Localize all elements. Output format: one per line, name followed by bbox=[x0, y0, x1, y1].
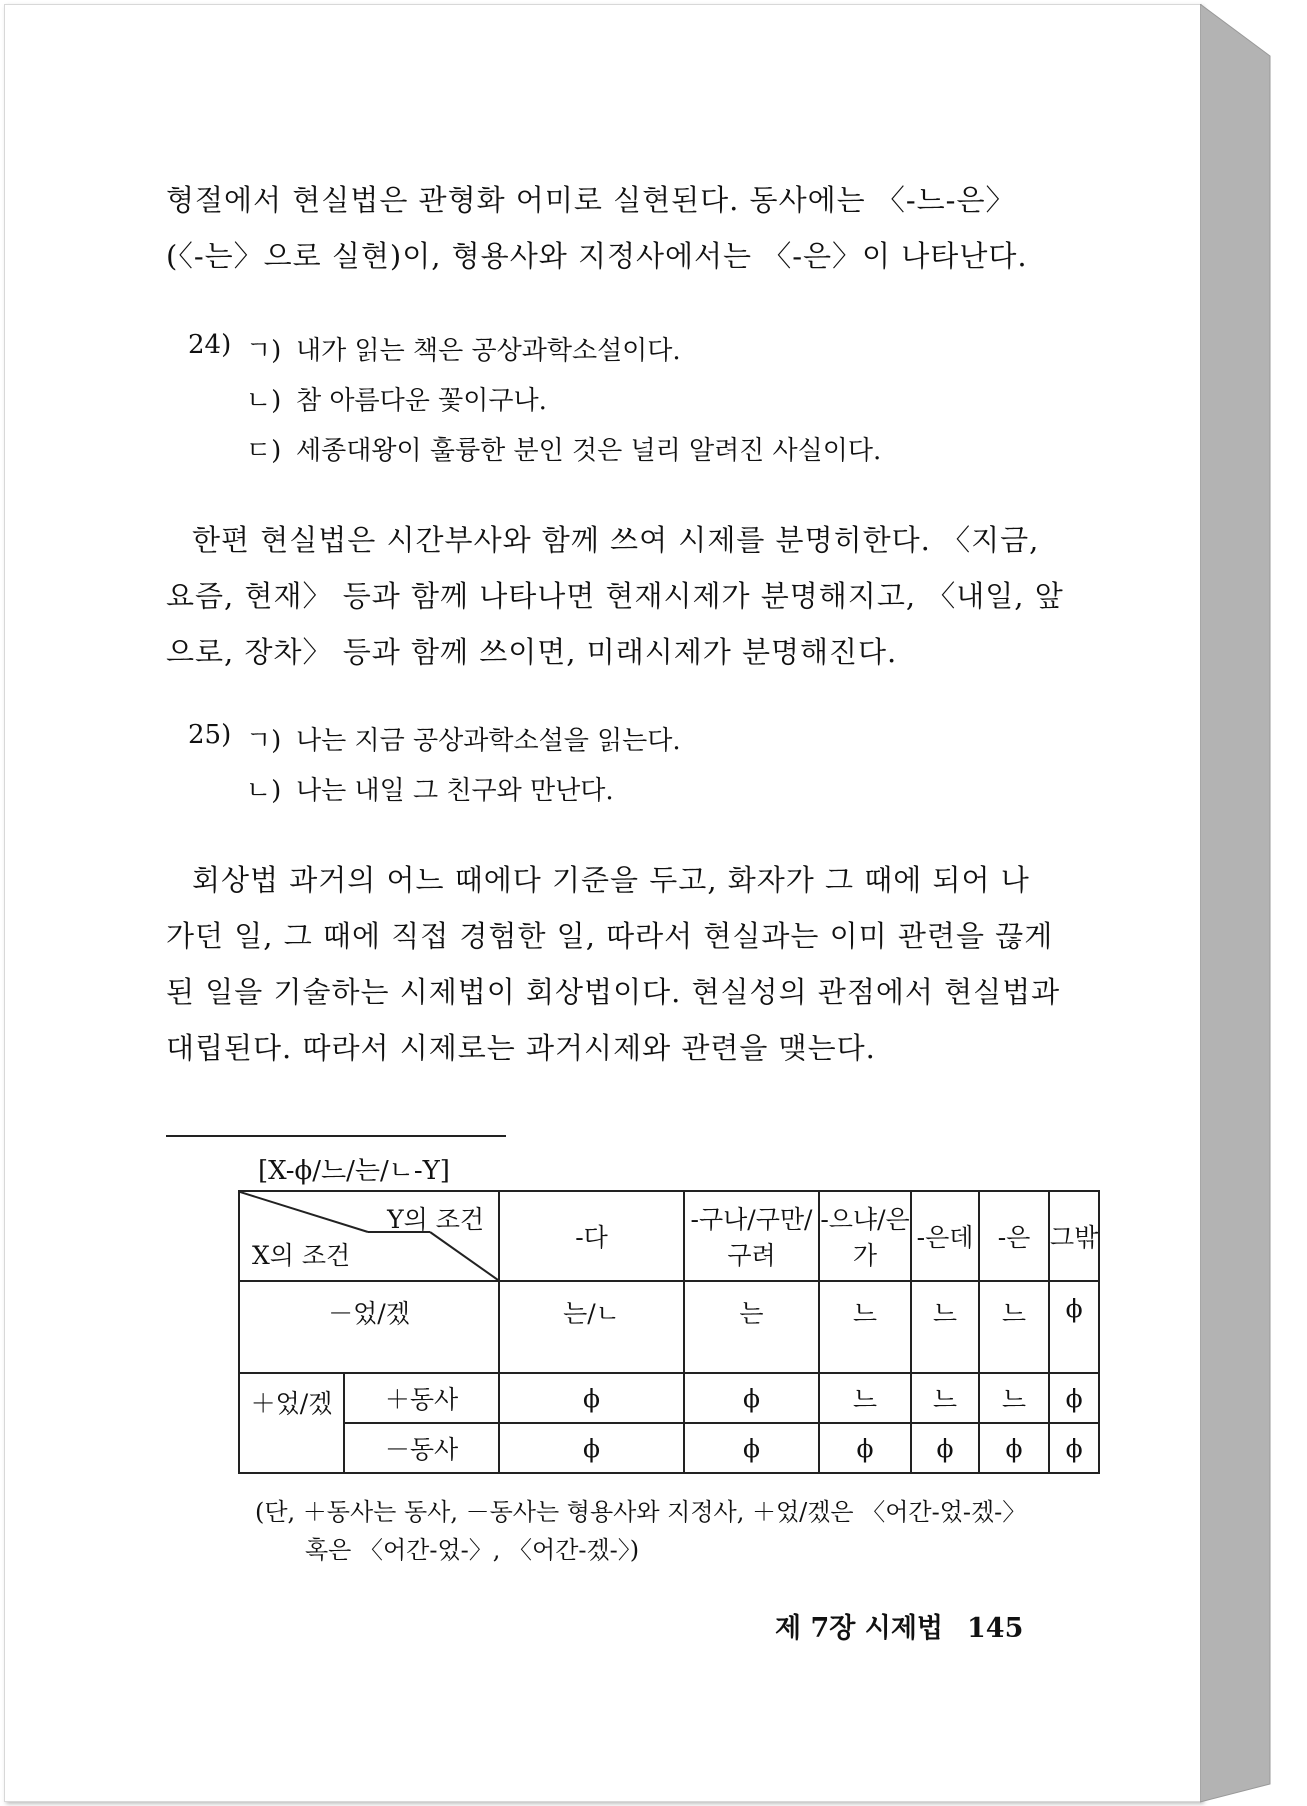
table-cell: ϕ bbox=[1049, 1281, 1099, 1373]
paragraph-1 bbox=[166, 172, 1056, 284]
table-cell: 는 bbox=[684, 1281, 819, 1373]
table-cell: 는/ㄴ bbox=[499, 1281, 684, 1373]
example-25-number: 25) bbox=[188, 720, 232, 750]
table-note-line-2: 혹은 〈어간-었-〉, 〈어간-겠-〉) bbox=[305, 1536, 640, 1564]
table-cell: 느 bbox=[819, 1373, 911, 1423]
table-cell: 느 bbox=[819, 1281, 911, 1373]
example-24b-marker: ㄴ) bbox=[246, 386, 282, 416]
example-25a-text: 나는 지금 공상과학소설을 읽는다. bbox=[296, 726, 681, 756]
column-header: 그밖 bbox=[1049, 1191, 1099, 1281]
column-header: -으냐/은가 bbox=[819, 1191, 911, 1281]
example-24a-marker: ㄱ) bbox=[246, 336, 282, 366]
condition-table bbox=[238, 1190, 1100, 1474]
table-cell: ϕ bbox=[819, 1423, 911, 1473]
text-line: 형절에서 현실법은 관형화 어미로 실현된다. 동사에는 〈-느-은〉 bbox=[166, 183, 1016, 217]
row-label-plus-verb: ＋동사 bbox=[344, 1373, 499, 1423]
text-line: 된 일을 기술하는 시제법이 회상법이다. 현실성의 관점에서 현실법과 bbox=[166, 975, 1061, 1009]
text-line: 대립된다. 따라서 시제로는 과거시제와 관련을 맺는다. bbox=[166, 1031, 876, 1065]
table-cell: ϕ bbox=[911, 1423, 979, 1473]
header-y-condition: Y의 조건 bbox=[387, 1205, 484, 1234]
row-label-plus: ＋었/겠 bbox=[239, 1373, 344, 1473]
column-header: -은데 bbox=[911, 1191, 979, 1281]
example-24c-text: 세종대왕이 훌륭한 분인 것은 널리 알려진 사실이다. bbox=[296, 436, 882, 466]
row-label-minus: －었/겠 bbox=[239, 1281, 499, 1373]
text-line: (〈-는〉으로 실현)이, 형용사와 지정사에서는 〈-은〉이 나타난다. bbox=[166, 239, 1028, 273]
example-25b-text: 나는 내일 그 친구와 만난다. bbox=[296, 776, 614, 806]
paragraph-3 bbox=[166, 852, 1061, 1076]
table-cell: 느 bbox=[979, 1373, 1049, 1423]
text-line: 으로, 장차〉 등과 함께 쓰이면, 미래시제가 분명해진다. bbox=[166, 635, 898, 669]
page-footer bbox=[775, 1606, 1023, 1645]
table-cell: ϕ bbox=[1049, 1423, 1099, 1473]
column-header: -다 bbox=[499, 1191, 684, 1281]
footnote-title: [X-ϕ/느/는/ㄴ-Y] bbox=[258, 1156, 450, 1186]
text-line: 회상법 과거의 어느 때에다 기준을 두고, 화자가 그 때에 되어 나 bbox=[192, 863, 1030, 897]
paragraph-2 bbox=[166, 512, 1064, 680]
header-x-condition: X의 조건 bbox=[252, 1241, 351, 1270]
text-line: 요즘, 현재〉 등과 함께 나타나면 현재시제가 분명해지고, 〈내일, 앞 bbox=[166, 579, 1064, 613]
column-header: -구나/구만/구려 bbox=[684, 1191, 819, 1281]
diagonal-header-cell bbox=[239, 1191, 499, 1281]
table-cell: ϕ bbox=[684, 1373, 819, 1423]
table-cell: ϕ bbox=[1049, 1373, 1099, 1423]
example-25a-marker: ㄱ) bbox=[246, 726, 282, 756]
column-header: -은 bbox=[979, 1191, 1049, 1281]
table-cell: ϕ bbox=[979, 1423, 1049, 1473]
footnote-rule bbox=[166, 1135, 506, 1137]
table-cell: 느 bbox=[911, 1281, 979, 1373]
chapter-title: 제 7장 시제법 bbox=[775, 1613, 943, 1644]
table-note-line-1: (단, ＋동사는 동사, －동사는 형용사와 지정사, ＋었/겠은 〈어간-었-겠-〉 bbox=[255, 1498, 1027, 1526]
page-number: 145 bbox=[967, 1613, 1024, 1644]
example-24c-marker: ㄷ) bbox=[246, 436, 282, 466]
example-25b-marker: ㄴ) bbox=[246, 776, 282, 806]
row-label-plus-nonverb: －동사 bbox=[344, 1423, 499, 1473]
table-cell: 느 bbox=[911, 1373, 979, 1423]
table-cell: ϕ bbox=[684, 1423, 819, 1473]
example-24b-text: 참 아름다운 꽃이구나. bbox=[296, 386, 547, 416]
table-cell: 느 bbox=[979, 1281, 1049, 1373]
example-24a-text: 내가 읽는 책은 공상과학소설이다. bbox=[296, 336, 681, 366]
table-cell: ϕ bbox=[499, 1423, 684, 1473]
text-line: 가던 일, 그 때에 직접 경험한 일, 따라서 현실과는 이미 관련을 끊게 bbox=[166, 919, 1054, 953]
example-24-number: 24) bbox=[188, 330, 232, 360]
text-line: 한편 현실법은 시간부사와 함께 쓰여 시제를 분명히한다. 〈지금, bbox=[192, 523, 1040, 557]
table-cell: ϕ bbox=[499, 1373, 684, 1423]
